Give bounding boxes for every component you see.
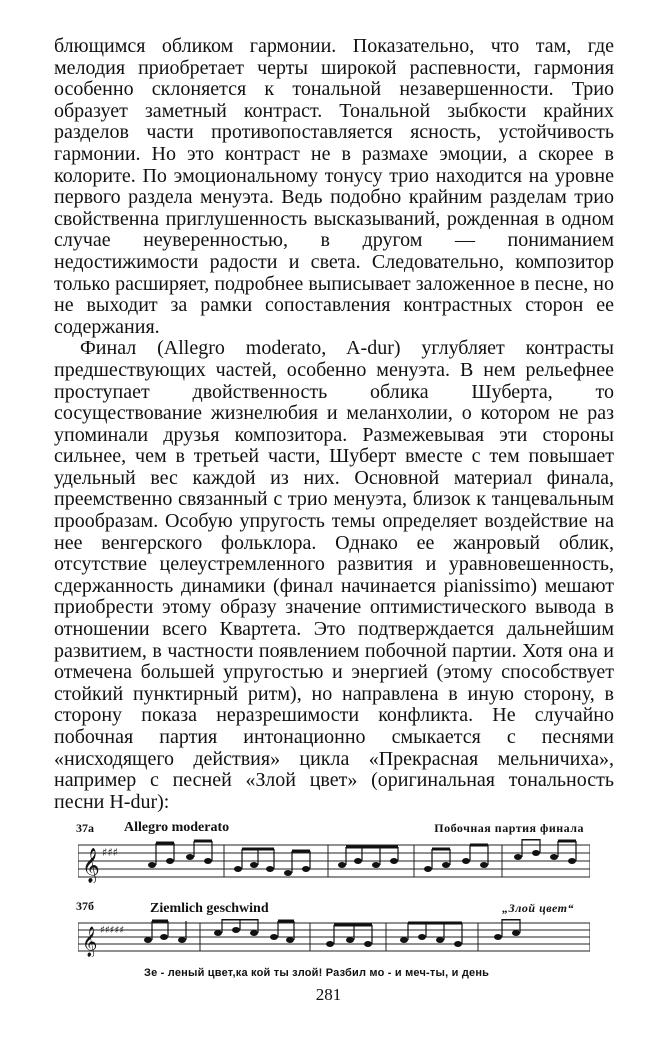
music-example-37b [54,892,614,982]
paragraph-1: блющимся обликом гармонии. Показательно, что там, где мелодия приобретает черты широкой распевности, гармония особенно склоняется к тональной незавершенности. Трио образует заметный контраст. Тональной зыбкости крайних разделов части противопоставляется ясность, устойчивость гармонии. Но это контраст не в размахе эмоции, а скорее в колорите. По эмоциональному тонусу трио находится на уровне первого раздела менуэта. Ведь подобно крайним разделам трио свойственна приглушенность высказываний, рожденная в одном случае неуверенностью, в другом — пониманием недостижимости радости и света. Следовательно, композитор только расширяет, подробнее выписывает заложенное в песне, но не выходит за рамки сопоставления контрастных сторон ее содержания. [54,35,614,338]
tempo-marking: Allegro moderato [124,820,230,835]
example-number: 37а [76,821,94,835]
example-number: 37б [76,899,94,913]
music-staff [78,919,590,957]
body-text [54,36,614,813]
paragraph-2: Финал (Allegro moderato, A-dur) углубляет контрасты предшествующих частей, особенно менуэта. В нем рельефнее проступает двойственность облика Шуберта, то сосуществование жизнелюбия и меланхолии, о котором не раз упоминали друзья композитора. Размежевывая эти стороны сильнее, чем в третьей части, Шуберт вместе с тем повышает удельный вес каждой из них. Основной материал финала, преемственно связанный с трио менуэта, близок к танцевальным прообразам. Особую упругость темы определяет воздействие на нее венгерского фольклора. Однако ее жанровый облик, отсутствие целеустремленного развития и уравновешенность, сдержанность динамики (финал начинается pianissimo) мешают приобрести этому образу значение оптимистического вывода в отношении всего Квартета. Это подтверждается дальнейшим развитием, в частности появлением побочной партии. Хотя она и отмечена большей упругостью и энергией (этому способствует стойкий пунктирный ритм), но направлена в иную сторону, в сторону показа неразрешимости конфликта. Не случайно побочная партия интонационно смыкается с песнями «нисходящего действия» цикла «Прекрасная мельничиха», например с песней «Злой цвет» (оригинальная тональность песни H-dur): [54,337,614,813]
page-number: 281 [315,985,342,1004]
svg-text:𝄞: 𝄞 [82,927,98,957]
example-caption: „Злой цвет“ [502,901,574,915]
music-example-37a [54,815,614,900]
svg-text:♯♯♯♯♯: ♯♯♯♯♯ [100,925,125,936]
tempo-marking: Ziemlich geschwind [150,901,269,916]
music-staff [78,839,590,883]
svg-text:𝄞: 𝄞 [82,848,100,883]
song-lyrics: Зе - леный цвет,ка кой ты злой! Разбил мо - и меч-ты, и день [144,967,490,979]
example-caption: Побочная партия финала [434,821,584,835]
svg-text:♯♯♯: ♯♯♯ [102,846,118,859]
